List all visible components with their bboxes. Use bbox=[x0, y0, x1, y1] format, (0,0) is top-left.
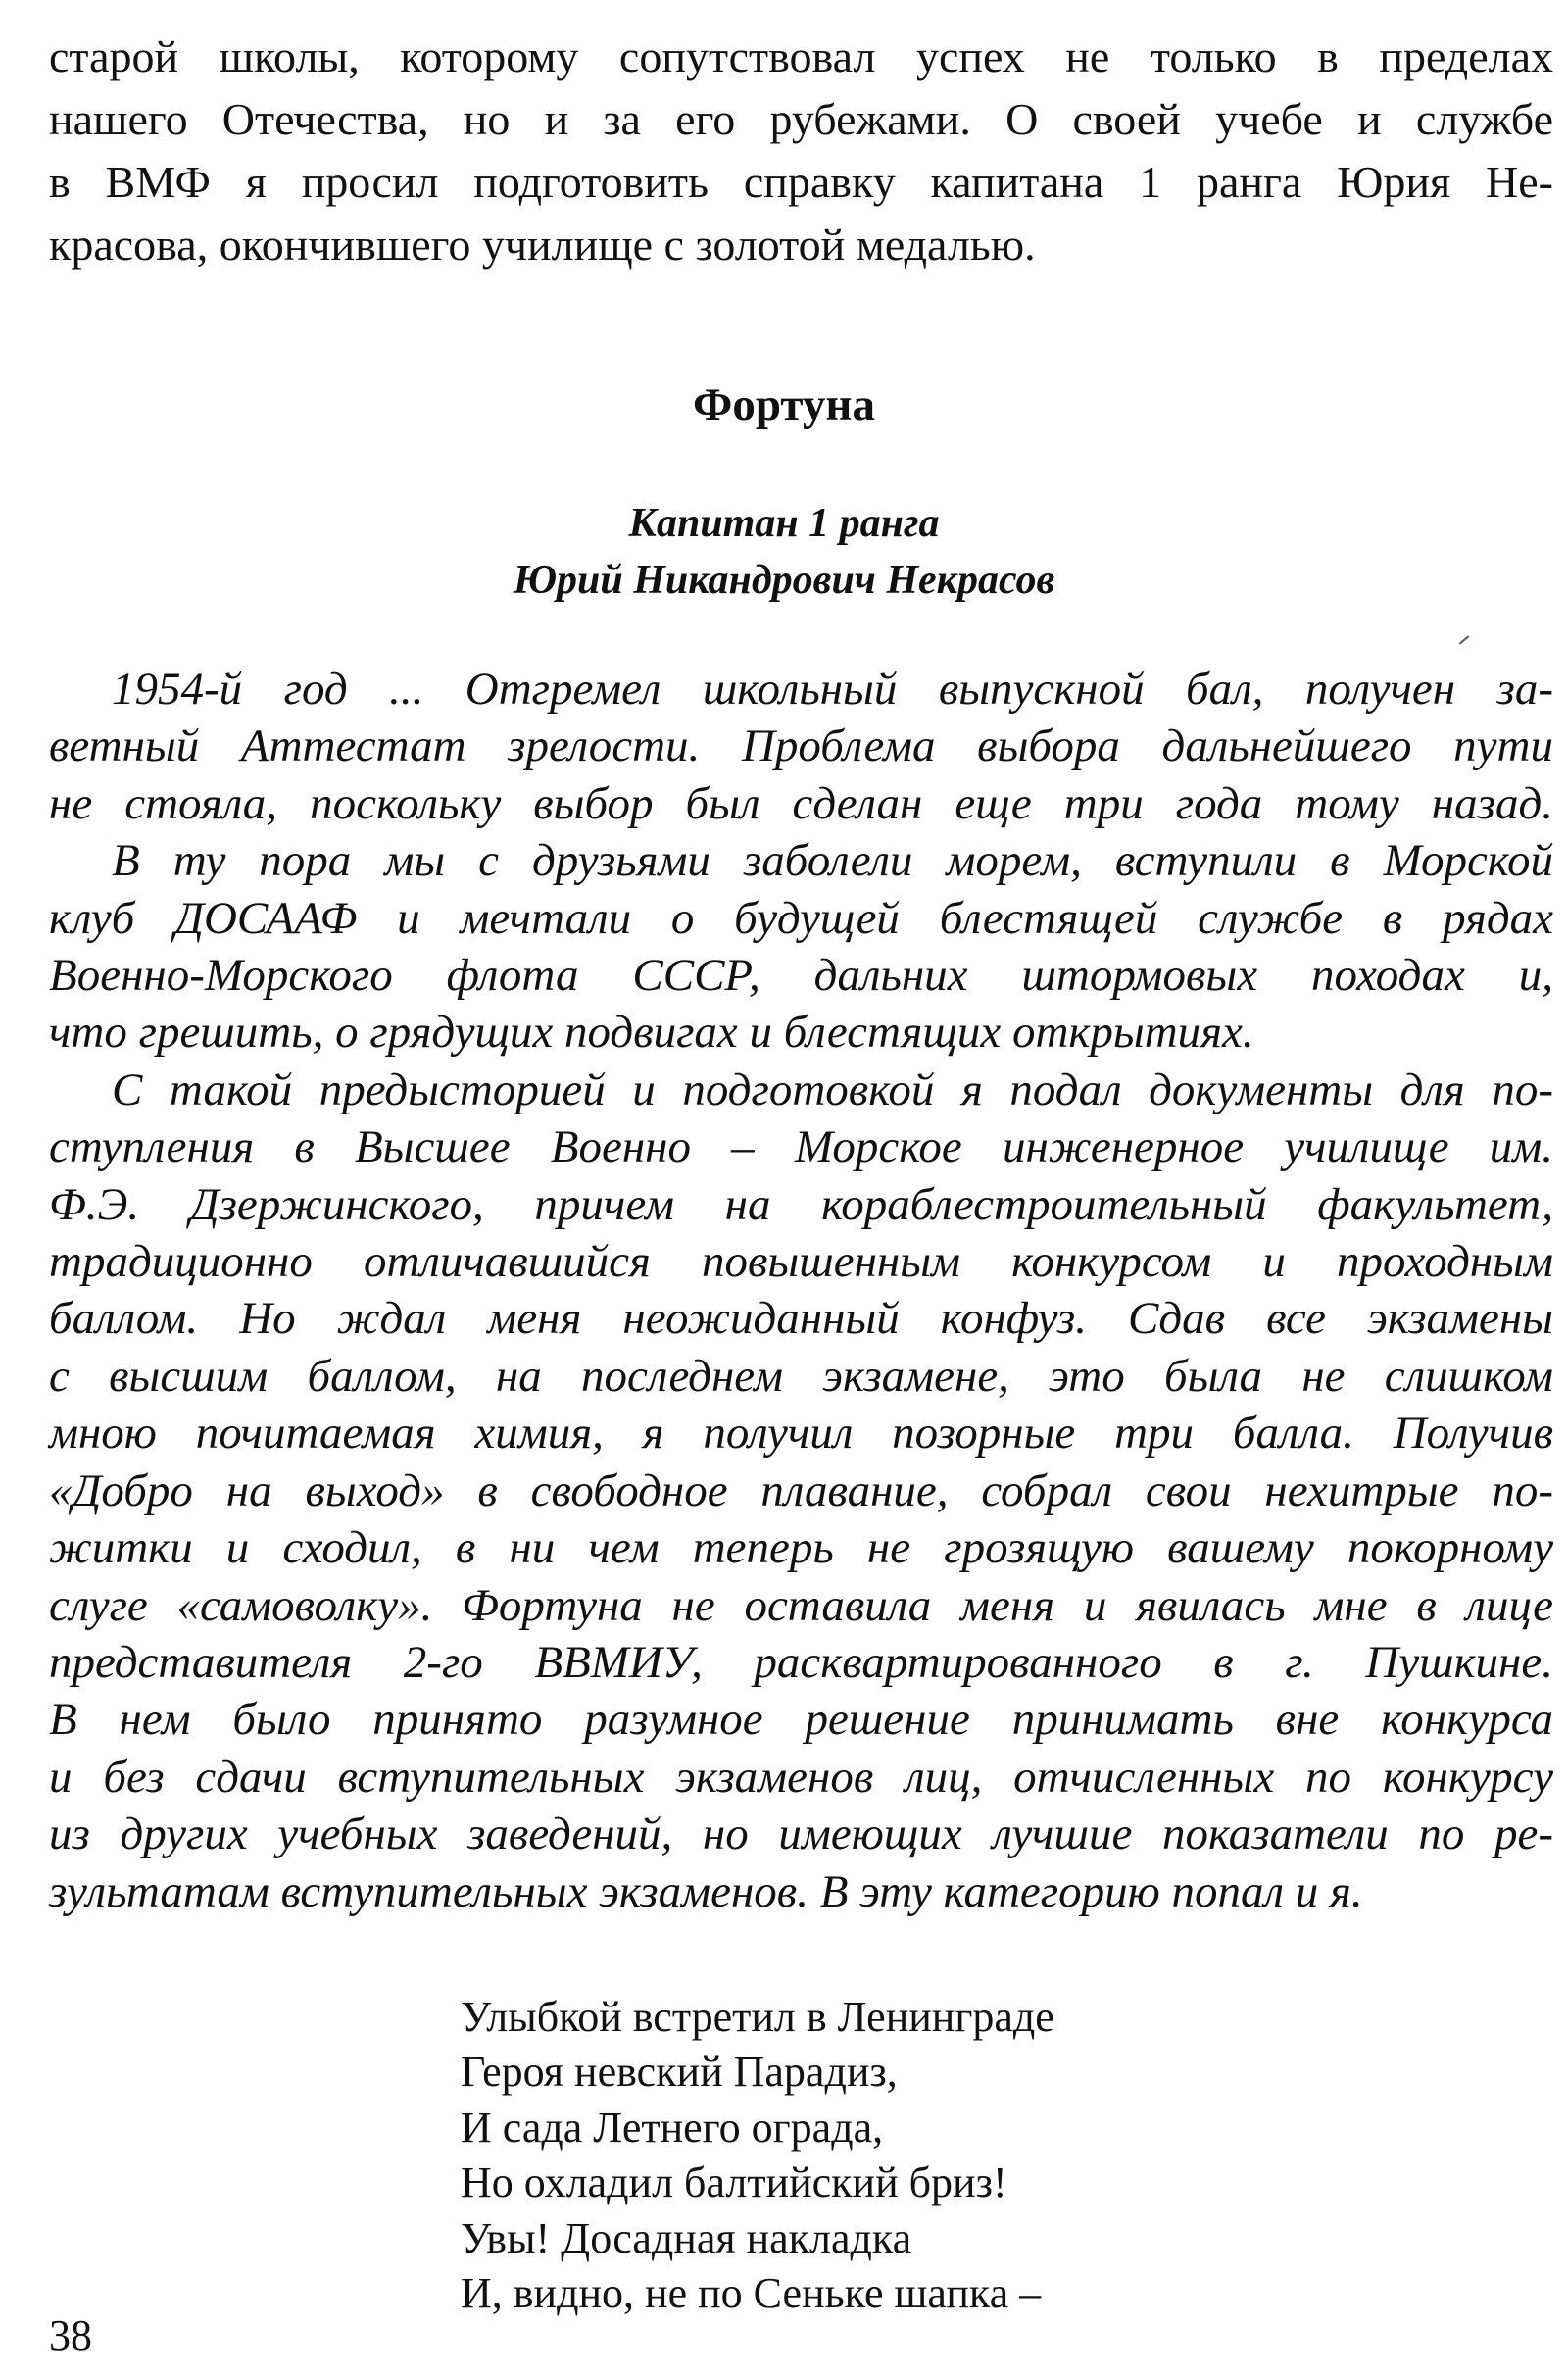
author-name: Юрий Никандрович Некрасов bbox=[513, 558, 1055, 603]
poem-line: Увы! Досадная накладка bbox=[461, 2213, 912, 2262]
page-number: 38 bbox=[49, 2311, 92, 2359]
body-line: Военно-Морского флота СССР, дальних штормовых походах и, bbox=[49, 950, 1553, 1002]
body-line: В нем было принято разумное решение принимать вне конкурса bbox=[49, 1694, 1553, 1746]
body-paragraphs bbox=[49, 661, 1553, 1920]
intro-line: в ВМФ я просил подготовить справку капитана 1 ранга Юрия Не- bbox=[49, 157, 1553, 207]
body-line: с высшим баллом, на последнем экзамене, это была не слишком bbox=[49, 1350, 1553, 1402]
section-title: Фортуна bbox=[693, 379, 875, 430]
body-line: ветный Аттестат зрелости. Проблема выбора дальнейшего пути bbox=[49, 720, 1553, 772]
body-line: «Добро на выход» в свободное плавание, собрал свои нехитрые по- bbox=[49, 1464, 1553, 1516]
stray-mark bbox=[1459, 635, 1469, 644]
poem-line: И сада Летнего ограда, bbox=[461, 2103, 884, 2152]
body-line: традиционно отличавшийся повышенным конкурсом и проходным bbox=[49, 1236, 1553, 1288]
body-line: зультатам вступительных экзаменов. В эту категорию попал и я. bbox=[49, 1865, 1363, 1917]
poem bbox=[461, 1990, 1054, 2321]
body-line: Ф.Э. Дзержинского, причем на кораблестроительный факультет, bbox=[49, 1178, 1553, 1230]
poem-line: Героя невский Парадиз, bbox=[461, 2048, 898, 2097]
author-byline bbox=[0, 495, 1568, 609]
body-line: ступления в Высшее Военно – Морское инженерное училище им. bbox=[49, 1121, 1553, 1173]
body-line: что грешить, о грядущих подвигах и блестящих открытиях. bbox=[49, 1007, 1254, 1059]
intro-paragraph bbox=[49, 25, 1553, 276]
body-line: В ту пора мы с друзьями заболели морем, вступили в Морской bbox=[112, 835, 1553, 887]
body-line: клуб ДОСААФ и мечтали о будущей блестящей службе в рядах bbox=[49, 892, 1553, 944]
body-line: слуге «самоволку». Фортуна не оставила меня и явилась мне в лице bbox=[49, 1579, 1553, 1631]
author-rank: Капитан 1 ранга bbox=[628, 501, 940, 546]
poem-line: И, видно, не по Сеньке шапка – bbox=[461, 2269, 1042, 2318]
poem-line: Улыбкой встретил в Ленинграде bbox=[461, 1993, 1054, 2041]
body-line: мною почитаемая химия, я получил позорные три балла. Получив bbox=[49, 1408, 1553, 1460]
body-line: не стояла, поскольку выбор был сделан еще три года тому назад. bbox=[49, 777, 1553, 829]
body-line: представителя 2-го ВВМИУ, расквартированного в г. Пушкине. bbox=[49, 1636, 1553, 1688]
body-line: баллом. Но ждал меня неожиданный конфуз. Сдав все экзамены bbox=[49, 1293, 1553, 1345]
body-line: из других учебных заведений, но имеющих лучшие показатели по ре- bbox=[49, 1808, 1553, 1860]
body-line: и без сдачи вступительных экзаменов лиц, отчисленных по конкурсу bbox=[49, 1751, 1553, 1803]
intro-line: нашего Отечества, но и за его рубежами. О своей учебе и службе bbox=[49, 94, 1553, 144]
body-line: 1954-й год ... Отгремел школьный выпускной бал, получен за- bbox=[112, 664, 1553, 715]
intro-line: красова, окончившего училище с золотой медалью. bbox=[49, 220, 1036, 270]
poem-line: Но охладил балтийский бриз! bbox=[461, 2158, 1007, 2207]
body-line: житки и сходил, в ни чем теперь не грозящую вашему покорному bbox=[49, 1522, 1553, 1574]
body-line: С такой предысторией и подготовкой я подал документы для по- bbox=[112, 1064, 1553, 1115]
intro-line: старой школы, которому сопутствовал успех не только в пределах bbox=[49, 31, 1553, 81]
